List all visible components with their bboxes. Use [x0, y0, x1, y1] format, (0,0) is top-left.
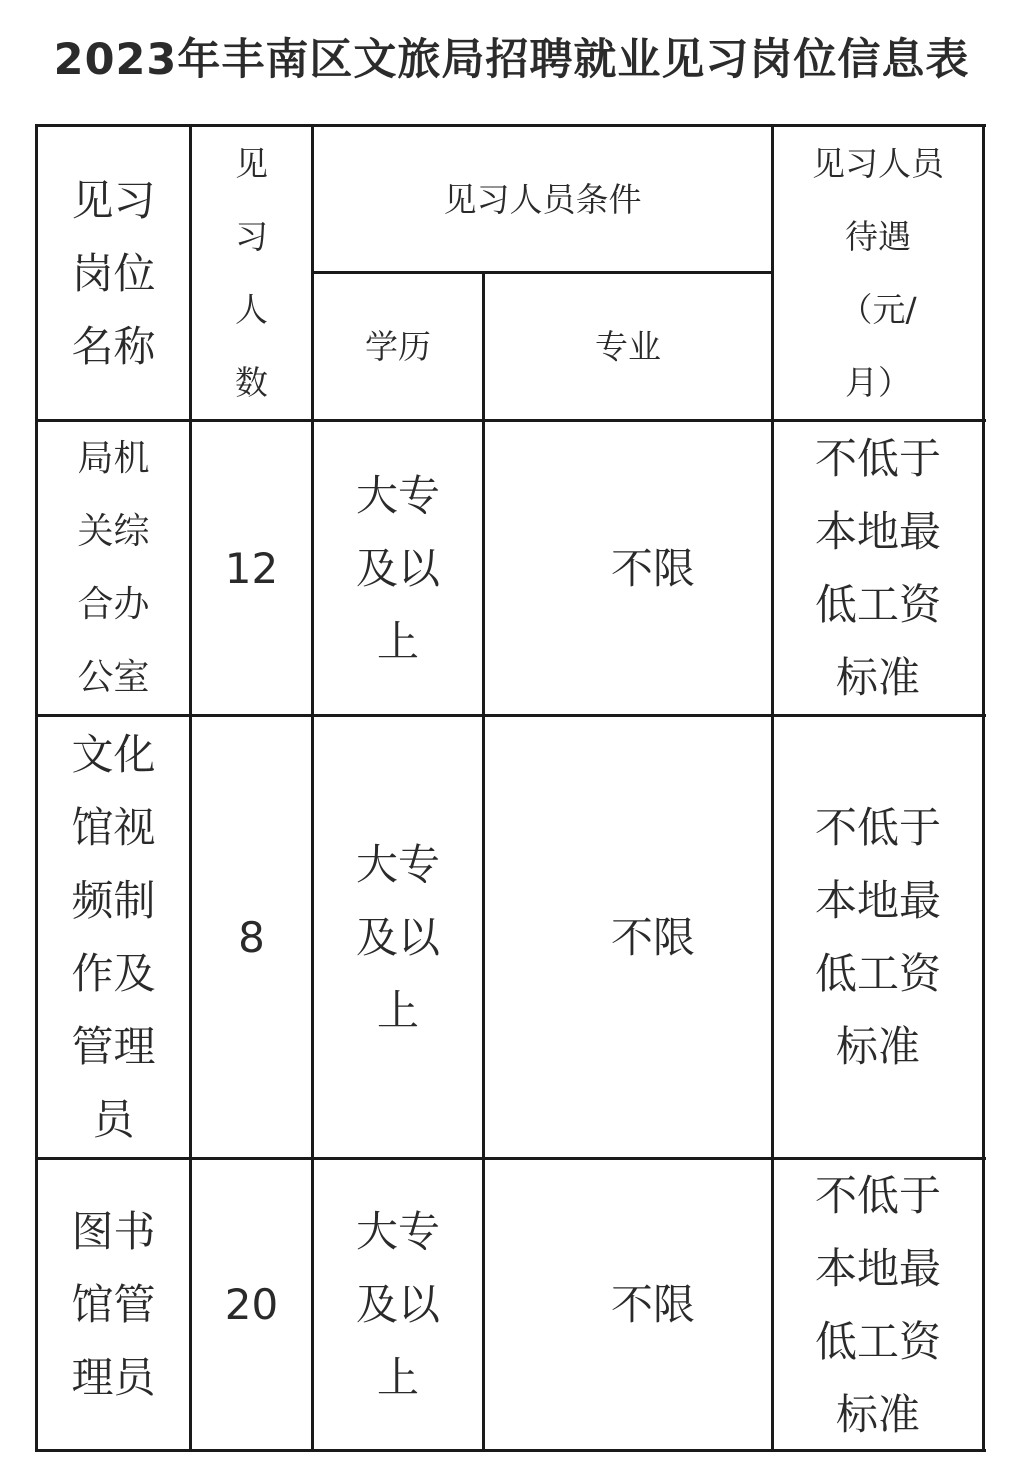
row-1-count: 12 [224, 543, 279, 593]
header-major: 专业 [595, 327, 661, 366]
row-1-major: 不限 [610, 543, 695, 593]
row-1-salary: 不低于 本地最 低工资 标准 [814, 434, 941, 702]
row-3-count: 20 [224, 1280, 279, 1329]
table-border-right [982, 124, 985, 1452]
row-1-education: 大专 及以 上 [355, 470, 440, 666]
row-3-salary: 不低于 本地最 低工资 标准 [814, 1170, 941, 1439]
header-education: 学历 [365, 327, 431, 366]
header-position-name: 见习 岗位 名称 [71, 175, 156, 371]
header-salary: 见习人员 待遇 （元/ 月） [812, 144, 944, 402]
row-3-position-name: 图书 馆管 理员 [71, 1207, 156, 1402]
row-3-education: 大专 及以 上 [355, 1207, 440, 1402]
header-conditions: 见习人员条件 [443, 179, 642, 219]
row-2-major: 不限 [610, 912, 695, 962]
row-2-salary: 不低于 本地最 低工资 标准 [814, 803, 941, 1071]
row-2-position-name: 文化 馆视 频制 作及 管理 员 [71, 730, 156, 1144]
row-2-count: 8 [238, 912, 265, 962]
row-3-major: 不限 [610, 1280, 695, 1329]
page-title: 2023年丰南区文旅局招聘就业见习岗位信息表 [53, 35, 970, 85]
header-count: 见 习 人 数 [235, 144, 268, 402]
row-1-position-name: 局机 关综 合办 公室 [77, 438, 150, 698]
row-2-education: 大专 及以 上 [355, 839, 440, 1035]
